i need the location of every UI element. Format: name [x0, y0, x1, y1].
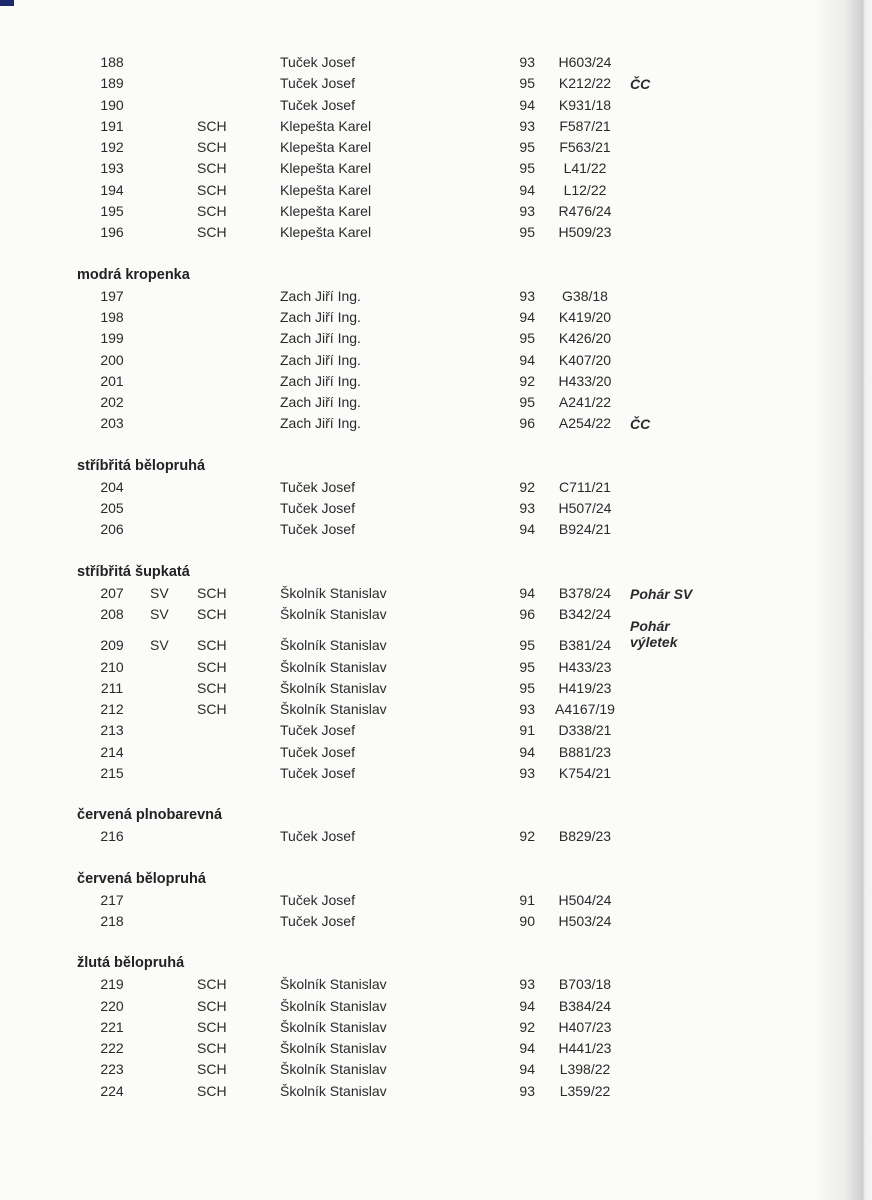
breeder-name: Klepešta Karel — [280, 224, 372, 241]
table-row — [0, 158, 860, 179]
ring-number: F587/21 — [559, 117, 611, 134]
section-heading: stříbřitá bělopruhá — [77, 457, 206, 474]
breeder-name: Školník Stanislav — [280, 997, 387, 1014]
score: 91 — [519, 891, 535, 908]
table-row — [0, 116, 860, 137]
sch-mark: SCH — [197, 701, 227, 718]
breeder-name: Tuček Josef — [280, 891, 355, 908]
score: 95 — [519, 658, 535, 675]
score: 91 — [519, 722, 535, 739]
breeder-name: Školník Stanislav — [280, 976, 387, 993]
score: 94 — [519, 743, 535, 760]
sch-mark: SCH — [197, 679, 227, 696]
score: 94 — [519, 521, 535, 538]
entry-number: 195 — [100, 203, 124, 220]
ring-number: L41/22 — [563, 160, 607, 177]
score: 95 — [519, 75, 535, 92]
breeder-name: Tuček Josef — [280, 765, 355, 782]
table-row — [0, 52, 860, 73]
breeder-name: Školník Stanislav — [280, 701, 387, 718]
ring-number: K419/20 — [558, 308, 612, 325]
sch-mark: SCH — [197, 181, 227, 198]
entry-number: 206 — [100, 521, 124, 538]
ring-number: D338/21 — [558, 722, 612, 739]
score: 93 — [519, 500, 535, 517]
table-row — [0, 974, 860, 995]
entry-number: 207 — [100, 584, 124, 601]
sch-mark: SCH — [197, 1018, 227, 1035]
sch-mark: SCH — [197, 160, 227, 177]
breeder-name: Zach Jiří Ing. — [280, 287, 361, 304]
table-row — [0, 618, 860, 656]
breed-section — [0, 952, 860, 1102]
entry-number: 208 — [100, 605, 124, 622]
entry-number: 211 — [100, 679, 124, 696]
scan-corner-mark — [0, 0, 14, 6]
breeder-name: Školník Stanislav — [280, 679, 387, 696]
score: 94 — [519, 584, 535, 601]
score: 94 — [519, 181, 535, 198]
ring-number: B381/24 — [558, 637, 612, 654]
entry-number: 210 — [100, 658, 124, 675]
table-row — [0, 498, 860, 519]
score: 95 — [519, 679, 535, 696]
ring-number: B384/24 — [558, 997, 612, 1014]
ring-number: H504/24 — [558, 891, 612, 908]
section-heading: modrá kropenka — [77, 266, 190, 283]
score: 94 — [519, 96, 535, 113]
sch-mark: SCH — [197, 976, 227, 993]
table-row — [0, 1017, 860, 1038]
score: 94 — [519, 997, 535, 1014]
score: 94 — [519, 351, 535, 368]
score: 92 — [519, 372, 535, 389]
breeder-name: Klepešta Karel — [280, 117, 372, 134]
entry-number: 204 — [100, 478, 124, 495]
ring-number: H407/23 — [558, 1018, 612, 1035]
entry-number: 216 — [100, 828, 124, 845]
ring-number: F563/21 — [559, 139, 611, 156]
table-row — [0, 286, 860, 307]
ring-number: L398/22 — [559, 1061, 611, 1078]
table-row — [0, 604, 860, 625]
entry-number: 217 — [100, 891, 124, 908]
entry-number: 214 — [100, 743, 124, 760]
entry-number: 222 — [100, 1040, 124, 1057]
ring-number: G38/18 — [562, 287, 608, 304]
breeder-name: Tuček Josef — [280, 54, 355, 70]
breeder-name: Tuček Josef — [280, 743, 355, 760]
score: 96 — [519, 415, 535, 432]
entry-number: 215 — [100, 765, 124, 782]
sch-mark: SCH — [197, 117, 227, 134]
entry-number: 202 — [100, 394, 124, 411]
breeder-name: Tuček Josef — [280, 75, 355, 92]
entry-number: 198 — [100, 308, 124, 325]
entry-number: 218 — [100, 912, 124, 929]
breeder-name: Tuček Josef — [280, 521, 355, 538]
score: 95 — [519, 330, 535, 347]
ring-number: K407/20 — [558, 351, 612, 368]
table-row — [0, 763, 860, 784]
score: 93 — [519, 701, 535, 718]
entry-number: 213 — [100, 722, 124, 739]
breeder-name: Školník Stanislav — [280, 637, 387, 654]
score: 92 — [519, 1018, 535, 1035]
table-row — [0, 201, 860, 222]
score: 93 — [519, 117, 535, 134]
sch-mark: SCH — [197, 203, 227, 220]
breeder-name: Zach Jiří Ing. — [280, 351, 361, 368]
sv-mark: SV — [150, 637, 169, 654]
score: 95 — [519, 637, 535, 654]
ring-number: R476/24 — [558, 203, 612, 220]
table-row — [0, 477, 860, 498]
ring-number: H433/20 — [558, 372, 612, 389]
ring-number: H419/23 — [558, 679, 612, 696]
table-row — [0, 1038, 860, 1059]
breeder-name: Školník Stanislav — [280, 658, 387, 675]
ring-number: K426/20 — [558, 330, 612, 347]
score: 93 — [519, 203, 535, 220]
entry-number: 197 — [100, 287, 124, 304]
breed-section — [0, 52, 860, 244]
section-heading: červená bělopruhá — [77, 870, 206, 887]
sch-mark: SCH — [197, 1040, 227, 1057]
sch-mark: SCH — [197, 584, 227, 601]
breed-section — [0, 455, 860, 541]
breeder-name: Tuček Josef — [280, 478, 355, 495]
breeder-name: Klepešta Karel — [280, 181, 372, 198]
table-row — [0, 1059, 860, 1080]
entry-number: 205 — [100, 500, 124, 517]
ring-number: K212/22 — [558, 75, 612, 92]
entry-number: 201 — [100, 372, 124, 389]
table-row — [0, 1081, 860, 1102]
breeder-name: Školník Stanislav — [280, 1040, 387, 1057]
award-note: ČC — [630, 76, 651, 93]
entry-number: 194 — [100, 181, 124, 198]
breeder-name: Klepešta Karel — [280, 139, 372, 156]
entry-number: 199 — [100, 330, 124, 347]
score: 93 — [519, 54, 535, 70]
award-note: Pohár SV — [630, 585, 693, 602]
breeder-name: Tuček Josef — [280, 912, 355, 929]
ring-number: K931/18 — [558, 96, 612, 113]
table-row — [0, 392, 860, 413]
ring-number: B881/23 — [558, 743, 612, 760]
sch-mark: SCH — [197, 224, 227, 241]
table-row — [0, 328, 860, 349]
ring-number: H507/24 — [558, 500, 612, 517]
table-row — [0, 73, 860, 94]
entry-number: 219 — [100, 976, 124, 993]
entry-number: 212 — [100, 701, 124, 718]
breeder-name: Tuček Josef — [280, 96, 355, 113]
table-row — [0, 519, 860, 540]
score: 95 — [519, 394, 535, 411]
breeder-name: Zach Jiří Ing. — [280, 394, 361, 411]
breeder-name: Školník Stanislav — [280, 1061, 387, 1078]
breeder-name: Zach Jiří Ing. — [280, 330, 361, 347]
score: 94 — [519, 1061, 535, 1078]
sv-mark: SV — [150, 584, 169, 601]
ring-number: B829/23 — [558, 828, 612, 845]
table-row — [0, 350, 860, 371]
ring-number: A241/22 — [558, 394, 612, 411]
entry-number: 221 — [100, 1018, 124, 1035]
sch-mark: SCH — [197, 997, 227, 1014]
breeder-name: Klepešta Karel — [280, 203, 372, 220]
score: 93 — [519, 765, 535, 782]
table-row — [0, 137, 860, 158]
ring-number: B703/18 — [558, 976, 612, 993]
breeder-name: Školník Stanislav — [280, 1082, 387, 1099]
ring-number: H509/23 — [558, 224, 612, 241]
breed-section — [0, 264, 860, 435]
table-row — [0, 307, 860, 328]
table-row — [0, 890, 860, 911]
score: 95 — [519, 139, 535, 156]
ring-number: L12/22 — [563, 181, 607, 198]
results-list — [0, 52, 860, 1102]
sch-mark: SCH — [197, 637, 227, 654]
ring-number: L359/22 — [559, 1082, 611, 1099]
score: 93 — [519, 976, 535, 993]
entry-number: 193 — [100, 160, 124, 177]
ring-number: K754/21 — [558, 765, 612, 782]
entry-number: 196 — [100, 224, 124, 241]
table-row — [0, 996, 860, 1017]
table-row — [0, 371, 860, 392]
table-row — [0, 95, 860, 116]
table-row — [0, 583, 860, 604]
section-heading: žlutá bělopruhá — [77, 955, 185, 972]
entry-number: 192 — [100, 139, 124, 156]
score: 93 — [519, 1082, 535, 1099]
breeder-name: Školník Stanislav — [280, 584, 387, 601]
score: 92 — [519, 828, 535, 845]
entry-number: 191 — [100, 117, 124, 134]
breeder-name: Klepešta Karel — [280, 160, 372, 177]
score: 95 — [519, 160, 535, 177]
entry-number: 224 — [100, 1082, 124, 1099]
score: 93 — [519, 287, 535, 304]
award-note: Pohár výletek — [630, 618, 678, 651]
score: 94 — [519, 308, 535, 325]
sch-mark: SCH — [197, 139, 227, 156]
breeder-name: Tuček Josef — [280, 828, 355, 845]
sv-mark: SV — [150, 605, 169, 622]
ring-number: B378/24 — [558, 584, 612, 601]
entry-number: 209 — [100, 637, 124, 654]
breeder-name: Školník Stanislav — [280, 605, 387, 622]
sch-mark: SCH — [197, 1061, 227, 1078]
ring-number: B924/21 — [558, 521, 612, 538]
table-row — [0, 678, 860, 699]
ring-number: A254/22 — [558, 415, 612, 432]
section-heading: stříbřitá šupkatá — [77, 563, 190, 580]
entry-number: 190 — [100, 96, 124, 113]
ring-number: A4167/19 — [555, 701, 615, 718]
breeder-name: Školník Stanislav — [280, 1018, 387, 1035]
breeder-name: Tuček Josef — [280, 722, 355, 739]
breeder-name: Tuček Josef — [280, 500, 355, 517]
entry-number: 200 — [100, 351, 124, 368]
score: 96 — [519, 605, 535, 622]
score: 95 — [519, 224, 535, 241]
breeder-name: Zach Jiří Ing. — [280, 308, 361, 325]
sch-mark: SCH — [197, 1082, 227, 1099]
breeder-name: Zach Jiří Ing. — [280, 415, 361, 432]
entry-number: 220 — [100, 997, 124, 1014]
score: 90 — [519, 912, 535, 929]
sch-mark: SCH — [197, 605, 227, 622]
table-row — [0, 180, 860, 201]
section-heading: červená plnobarevná — [77, 807, 223, 824]
ring-number: B342/24 — [558, 605, 612, 622]
table-row — [0, 911, 860, 932]
table-row — [0, 699, 860, 720]
table-row — [0, 826, 860, 847]
table-row — [0, 742, 860, 763]
score: 92 — [519, 478, 535, 495]
breed-section — [0, 868, 860, 933]
table-row — [0, 222, 860, 243]
score: 94 — [519, 1040, 535, 1057]
breed-section — [0, 804, 860, 847]
award-note: ČC — [630, 416, 651, 433]
page-edge-shadow — [812, 0, 872, 1200]
table-row — [0, 720, 860, 741]
table-row — [0, 413, 860, 434]
entry-number: 223 — [100, 1061, 124, 1078]
sch-mark: SCH — [197, 658, 227, 675]
ring-number: H603/24 — [558, 54, 612, 70]
breeder-name: Zach Jiří Ing. — [280, 372, 361, 389]
ring-number: H441/23 — [558, 1040, 612, 1057]
ring-number: H433/23 — [558, 658, 612, 675]
entry-number: 188 — [100, 54, 124, 70]
table-row — [0, 657, 860, 678]
ring-number: H503/24 — [558, 912, 612, 929]
ring-number: C711/21 — [559, 478, 611, 495]
entry-number: 203 — [100, 415, 124, 432]
entry-number: 189 — [100, 75, 124, 92]
breed-section — [0, 561, 860, 785]
